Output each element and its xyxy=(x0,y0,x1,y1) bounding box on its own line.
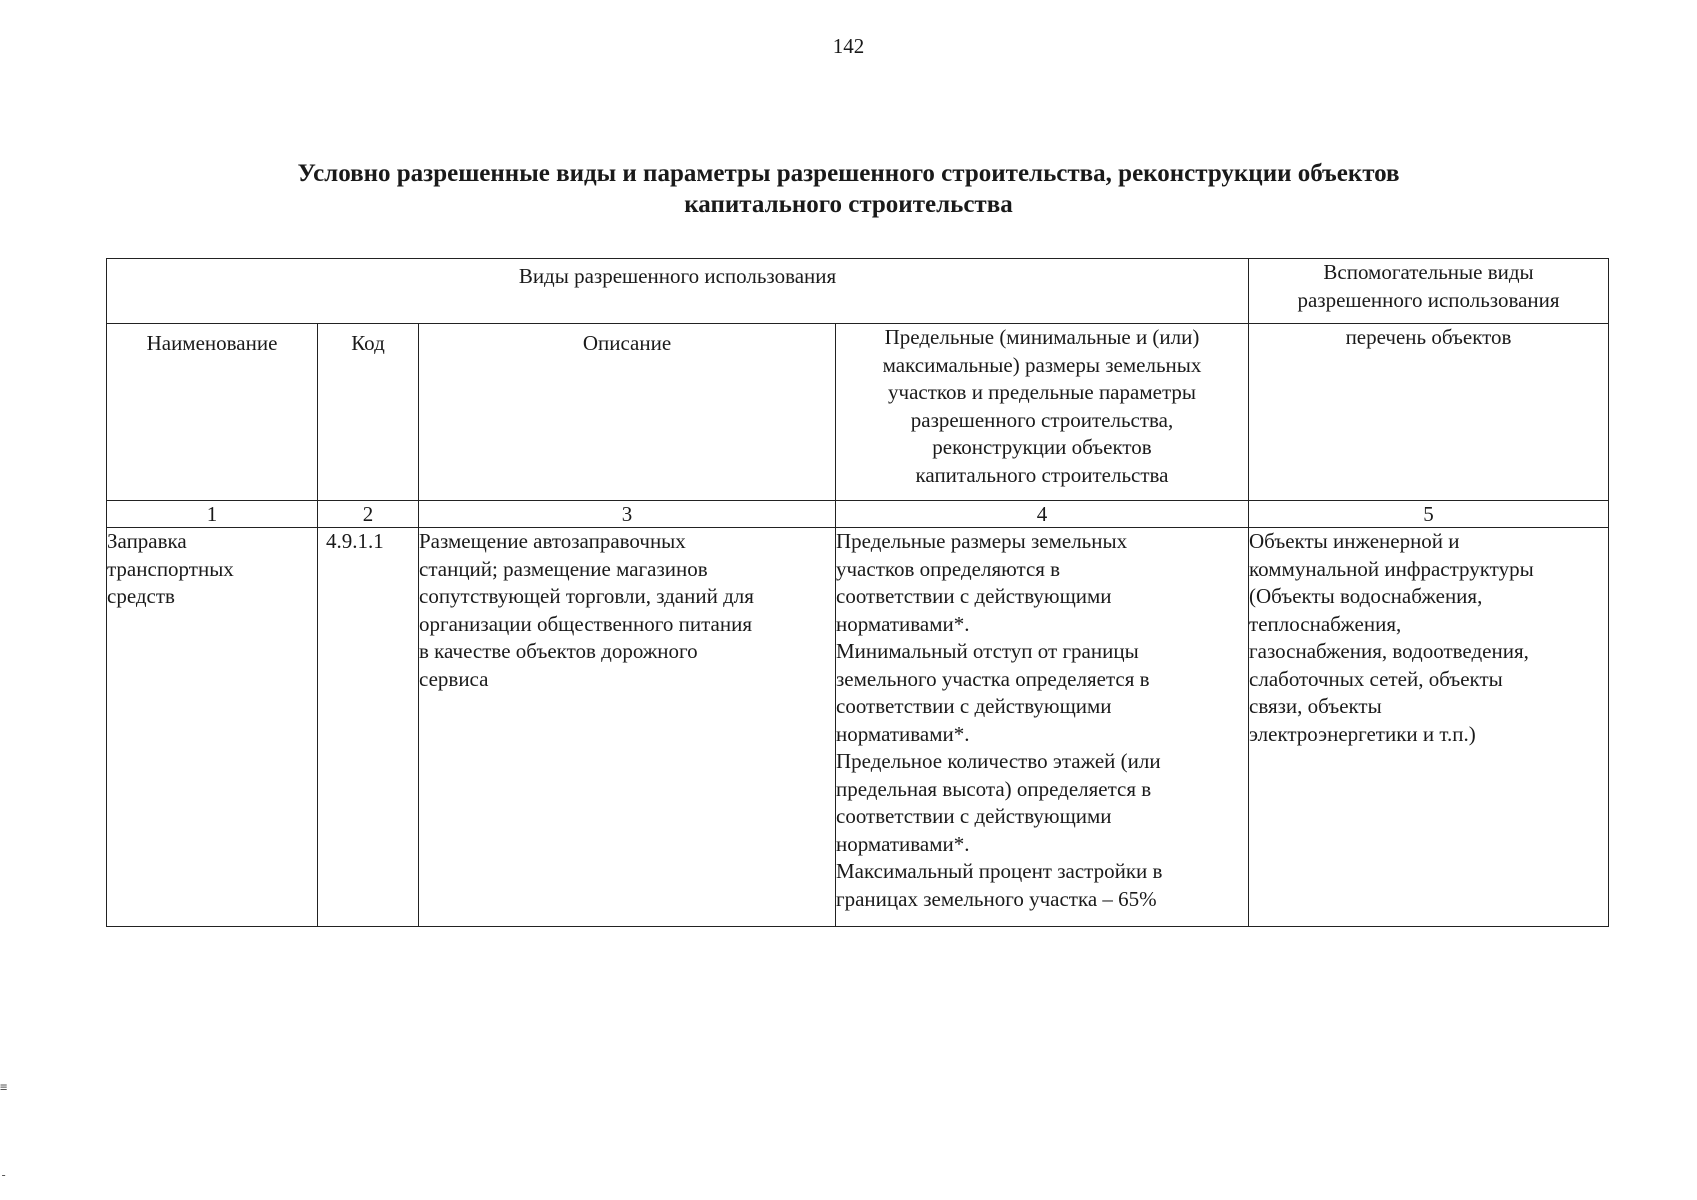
aux-header-cell xyxy=(1249,259,1609,324)
cell-line: земельного участка определяется в xyxy=(836,666,1150,691)
table-column-header-row xyxy=(107,324,1609,501)
cell-line: соответствии с действующими xyxy=(836,804,1112,828)
scan-margin-mark: ≡ xyxy=(0,1080,8,1094)
cell-line: электроэнергетики и т.п.) xyxy=(1249,721,1476,746)
column-number: 2 xyxy=(318,501,419,528)
document-title xyxy=(200,158,1497,220)
cell-line: Предельные размеры земельных xyxy=(836,529,1128,553)
aux-header-line: разрешенного использования xyxy=(1297,287,1560,312)
aux-header-line: Вспомогательные виды xyxy=(1323,260,1534,284)
cell-line: соответствии с действующими xyxy=(836,694,1112,718)
cell-line: нормативами*. xyxy=(836,721,970,746)
permitted-use-table xyxy=(106,258,1609,927)
cell-line: Минимальный отступ от границы xyxy=(836,639,1139,663)
cell-line: связи, объекты xyxy=(1249,694,1382,718)
cell-line: Предельное количество этажей (или xyxy=(836,749,1161,773)
cell-line: сервиса xyxy=(419,666,489,691)
table-row xyxy=(107,528,1609,927)
cell-line: станций; размещение магазинов xyxy=(419,556,708,581)
cell-line: средств xyxy=(107,584,175,608)
column-header-description: Описание xyxy=(419,324,836,501)
column-header-limits xyxy=(836,324,1249,501)
cell-line: предельная высота) определяется в xyxy=(836,776,1152,801)
cell-line: теплоснабжения, xyxy=(1249,611,1402,636)
cell-line: транспортных xyxy=(107,556,234,581)
cell-line: в качестве объектов дорожного xyxy=(419,639,698,663)
scan-margin-mark: - xyxy=(0,1168,8,1182)
cell-aux-objects xyxy=(1249,528,1609,927)
cell-line: организации общественного питания xyxy=(419,611,752,636)
cell-line: соответствии с действующими xyxy=(836,584,1112,608)
cell-limits xyxy=(836,528,1249,927)
column-header-code: Код xyxy=(318,324,419,501)
column-header-limits-line: разрешенного строительства, xyxy=(910,407,1174,432)
column-header-limits-line: Предельные (минимальные и (или) xyxy=(884,325,1200,349)
table-header-row xyxy=(107,259,1609,324)
column-header-name: Наименование xyxy=(107,324,318,501)
cell-code: 4.9.1.1 xyxy=(318,528,419,927)
cell-line: газоснабжения, водоотведения, xyxy=(1249,639,1529,663)
cell-line: нормативами*. xyxy=(836,831,970,856)
page-number: 142 xyxy=(832,34,865,58)
cell-line: коммунальной инфраструктуры xyxy=(1249,556,1534,581)
group-header-cell: Виды разрешенного использования xyxy=(107,259,1249,324)
cell-description xyxy=(419,528,836,927)
column-header-limits-line: реконструкции объектов xyxy=(932,435,1152,459)
column-header-limits-line: капитального строительства xyxy=(915,462,1169,487)
cell-line: участков определяются в xyxy=(836,556,1061,581)
column-header-limits-line: участков и предельные параметры xyxy=(888,380,1196,404)
column-number: 3 xyxy=(419,501,836,528)
cell-line: слаботочных сетей, объекты xyxy=(1249,666,1503,691)
document-title-line: Условно разрешенные виды и параметры разрешенного строительства, реконструкции объектов xyxy=(297,160,1400,187)
cell-name xyxy=(107,528,318,927)
cell-line: сопутствующей торговли, зданий для xyxy=(419,584,754,608)
column-number-row xyxy=(107,501,1609,528)
column-number: 1 xyxy=(107,501,318,528)
cell-line: Размещение автозаправочных xyxy=(419,529,686,553)
cell-line: (Объекты водоснабжения, xyxy=(1249,584,1483,608)
cell-line: Максимальный процент застройки в xyxy=(836,859,1163,883)
cell-line: Объекты инженерной и xyxy=(1249,529,1460,553)
column-header-limits-line: максимальные) размеры земельных xyxy=(882,352,1202,377)
cell-line: нормативами*. xyxy=(836,611,970,636)
document-title-line: капитального строительства xyxy=(684,191,1013,218)
column-header-aux-list: перечень объектов xyxy=(1249,324,1609,501)
column-number: 5 xyxy=(1249,501,1609,528)
column-number: 4 xyxy=(836,501,1249,528)
cell-line: границах земельного участка – 65% xyxy=(836,886,1157,911)
cell-line: Заправка xyxy=(107,529,187,553)
